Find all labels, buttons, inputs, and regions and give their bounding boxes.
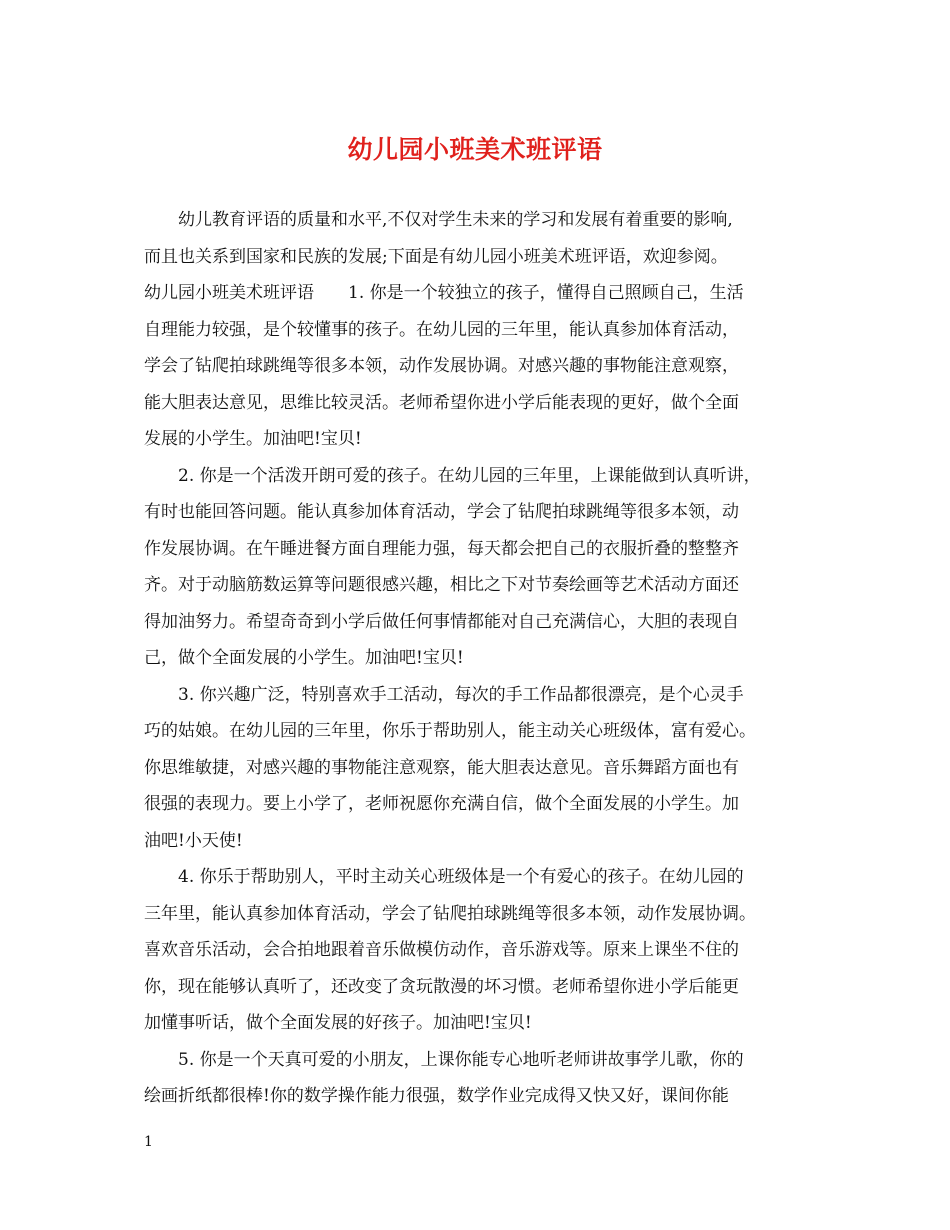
paragraph-2-line: 己，做个全面发展的小学生。加油吧!宝贝! xyxy=(144,648,464,668)
document-title: 幼儿园小班美术班评语 xyxy=(347,135,603,164)
paragraph-2-line: 2. 你是一个活泼开朗可爱的孩子。在幼儿园的三年里，上课能做到认真听讲， xyxy=(178,465,761,486)
paragraph-1-line: 能大胆表达意见，思维比较灵活。老师希望你进小学后能表现的更好，做个全面 xyxy=(144,392,739,413)
intro-line: 幼儿教育评语的质量和水平,不仅对学生未来的学习和发展有着重要的影响, xyxy=(178,210,733,230)
paragraph-3-line: 3. 你兴趣广泛，特别喜欢手工活动，每次的手工作品都很漂亮，是个心灵手 xyxy=(178,684,744,705)
section-label: 幼儿园小班美术班评语 xyxy=(144,283,314,303)
paragraph-3-line: 你思维敏捷，对感兴趣的事物能注意观察，能大胆表达意见。音乐舞蹈方面也有 xyxy=(144,757,739,778)
paragraph-3-line: 很强的表现力。要上小学了，老师祝愿你充满自信，做个全面发展的小学生。加 xyxy=(144,794,739,814)
paragraph-1-line: 学会了钻爬拍球跳绳等很多本领，动作发展协调。对感兴趣的事物能注意观察， xyxy=(144,356,739,376)
paragraph-5-line: 5. 你是一个天真可爱的小朋友，上课你能专心地听老师讲故事学儿歌，你的 xyxy=(178,1049,744,1070)
paragraph-1-line: 发展的小学生。加油吧!宝贝! xyxy=(144,429,362,449)
paragraph-5-line: 绘画折纸都很棒!你的数学操作能力很强，数学作业完成得又快又好，课间你能 xyxy=(144,1086,729,1106)
paragraph-1-line xyxy=(144,275,814,312)
paragraph-4-line: 4. 你乐于帮助别人，平时主动关心班级体是一个有爱心的孩子。在幼儿园的 xyxy=(178,867,744,887)
paragraph-4-line: 喜欢音乐活动，会合拍地跟着音乐做模仿动作，音乐游戏等。原来上课坐不住的 xyxy=(144,940,739,960)
intro-line: 而且也关系到国家和民族的发展;下面是有幼儿园小班美术班评语，欢迎参阅。 xyxy=(144,246,728,267)
paragraph-1-text: 1. 你是一个较独立的孩子，懂得自己照顾自己，生活 xyxy=(348,283,744,303)
paragraph-4-line: 你，现在能够认真听了，还改变了贪玩散漫的坏习惯。老师希望你进小学后能更 xyxy=(144,976,739,997)
paragraph-3-line: 油吧!小天使! xyxy=(144,830,243,851)
paragraph-2-line: 有时也能回答问题。能认真参加体育活动，学会了钻爬拍球跳绳等很多本领，动 xyxy=(144,502,739,522)
paragraph-4-line: 加懂事听话，做个全面发展的好孩子。加油吧!宝贝! xyxy=(144,1013,532,1033)
document-body xyxy=(144,202,814,1115)
paragraph-2-line: 得加油努力。希望奇奇到小学后做任何事情都能对自己充满信心，大胆的表现自 xyxy=(144,611,739,632)
paragraph-2-line: 齐。对于动脑筋数运算等问题很感兴趣，相比之下对节奏绘画等艺术活动方面还 xyxy=(144,575,739,595)
paragraph-1-line: 自理能力较强，是个较懂事的孩子。在幼儿园的三年里，能认真参加体育活动， xyxy=(144,319,739,340)
paragraph-3-line: 巧的姑娘。在幼儿园的三年里，你乐于帮助别人，能主动关心班级体，富有爱心。 xyxy=(144,721,756,741)
paragraph-2-line: 作发展协调。在午睡进餐方面自理能力强，每天都会把自己的衣服折叠的整整齐 xyxy=(144,538,739,559)
paragraph-4-line: 三年里，能认真参加体育活动，学会了钻爬拍球跳绳等很多本领，动作发展协调。 xyxy=(144,903,756,924)
page-number: 1 xyxy=(144,1134,153,1150)
